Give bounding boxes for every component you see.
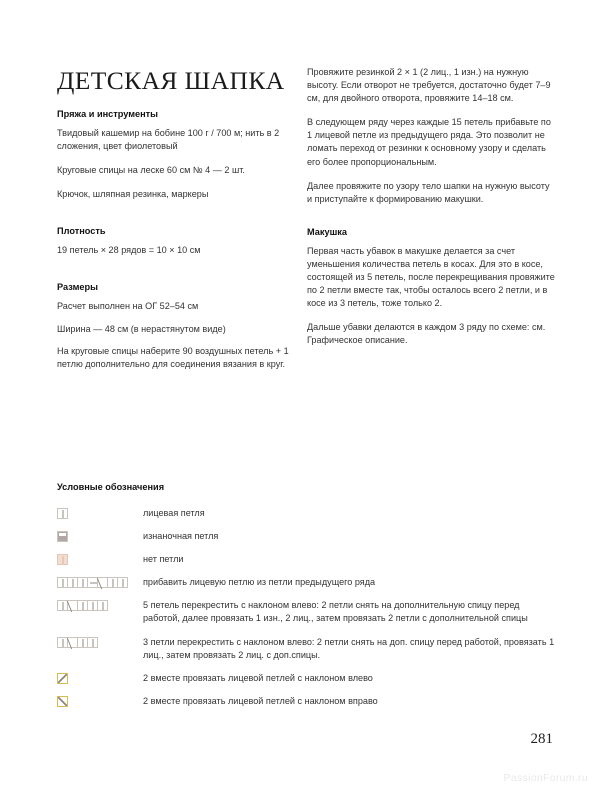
crown-heading: Макушка: [307, 226, 347, 237]
legend-item: [57, 576, 557, 589]
legend-item: [57, 636, 557, 662]
instructions-paragraph-1: Провяжите резинкой 2 × 1 (2 лиц., 1 изн.) на нужную высоту. Если отворот не требуется, достаточно будет 7–9 см, для двойного отворота, провяжите 14–18 см.: [307, 67, 551, 104]
legend-item-label: лицевая петля: [143, 508, 205, 518]
legend-item-label: нет петли: [143, 554, 184, 565]
legend-item-label: 2 вместе провязать лицевой петлей с наклоном влево: [143, 672, 373, 683]
left-column: [57, 108, 307, 382]
cable-5-left-icon: [57, 599, 143, 612]
section-spacer: [57, 212, 307, 225]
sizes-paragraph-3: На круговые спицы наберите 90 воздушных петель + 1 петлю дополнительно для соединения вязания в круг.: [57, 345, 289, 369]
materials-heading: Пряжа и инструменты: [57, 109, 159, 119]
instructions-paragraph-2: В следующем ряду через каждые 15 петель прибавьте по 1 лицевой петле из предыдущего ряда. Это позволит не ломать переход от резинки к основному узору и сделать его более пропорциональным.: [307, 117, 551, 167]
legend-heading: Условные обозначения: [57, 482, 165, 492]
gauge-heading: Плотность: [57, 226, 106, 237]
materials-paragraph-3: Крючок, шляпная резинка, маркеры: [57, 189, 209, 200]
gauge-text: 19 петель × 28 рядов = 10 × 10 см: [57, 245, 201, 256]
legend-item: [57, 530, 557, 543]
watermark: PassionForum.ru: [503, 772, 588, 784]
increase-from-previous-row-icon: [57, 576, 143, 589]
sizes-paragraph-2: Ширина — 48 см (в нерастянутом виде): [57, 323, 226, 334]
instructions-paragraph-3: Далее провяжите по узору тело шапки на нужную высоту и приступайте к формированию макушки.: [307, 180, 550, 204]
purl-stitch-icon: [57, 530, 143, 543]
k2tog-right-icon: [57, 695, 143, 708]
right-column: [307, 66, 557, 359]
crown-paragraph-2: Дальше убавки делаются в каждом 3 ряду по схеме: см. Графическое описание.: [307, 322, 546, 346]
no-stitch-icon: [57, 553, 143, 566]
sizes-paragraph-1: Расчет выполнен на ОГ 52–54 см: [57, 301, 199, 312]
section-spacer: [307, 217, 557, 226]
legend-item-label: изнаночная петля: [143, 531, 219, 542]
legend-item: [57, 695, 557, 708]
sizes-heading: Размеры: [57, 282, 98, 293]
legend-item-label: 2 вместе провязать лицевой петлей с наклоном вправо: [143, 695, 378, 706]
crown-paragraph-1: Первая часть убавок в макушке делается за счет уменьшения количества петель в косах. Для это в косе, состоящей из 5 петель, после перекрещивания провяжите по 2 петли вместе так, чтобы осталось всего 2 петли, и в косе из 3 петель, тоже только 2.: [307, 245, 555, 309]
legend-item: [57, 507, 557, 520]
cable-3-left-icon: [57, 636, 143, 649]
knit-stitch-icon: [57, 507, 143, 520]
legend-item-label: 5 петель перекрестить с наклоном влево: 2 петли снять на дополнительную спицу перед работой, далее провязать 1 изн., 2 лиц., затем провязать 2 петли с дополнительной спицы: [143, 600, 528, 624]
k2tog-left-icon: [57, 672, 143, 685]
materials-paragraph-2: Круговые спицы на леске 60 см № 4 — 2 шт.: [57, 165, 245, 176]
legend-item: [57, 672, 557, 685]
legend-item-label: прибавить лицевую петлю из петли предыдущего ряда: [143, 577, 376, 588]
legend-section: [57, 482, 557, 718]
legend-item: [57, 553, 557, 566]
legend-item-label: 3 петли перекрестить с наклоном влево: 2 петли снять на доп. спицу перед работой, провязать 1 лиц., затем провязать 2 лиц. с доп.спицы.: [143, 636, 555, 660]
section-spacer: [57, 268, 307, 281]
page-number: 281: [530, 731, 553, 747]
page-title: ДЕТСКАЯ ШАПКА: [57, 66, 285, 95]
legend-item: [57, 599, 557, 625]
materials-paragraph-1: Твидовый кашемир на бобине 100 г / 700 м; нить в 2 сложения, цвет фиолетовый: [57, 128, 280, 152]
